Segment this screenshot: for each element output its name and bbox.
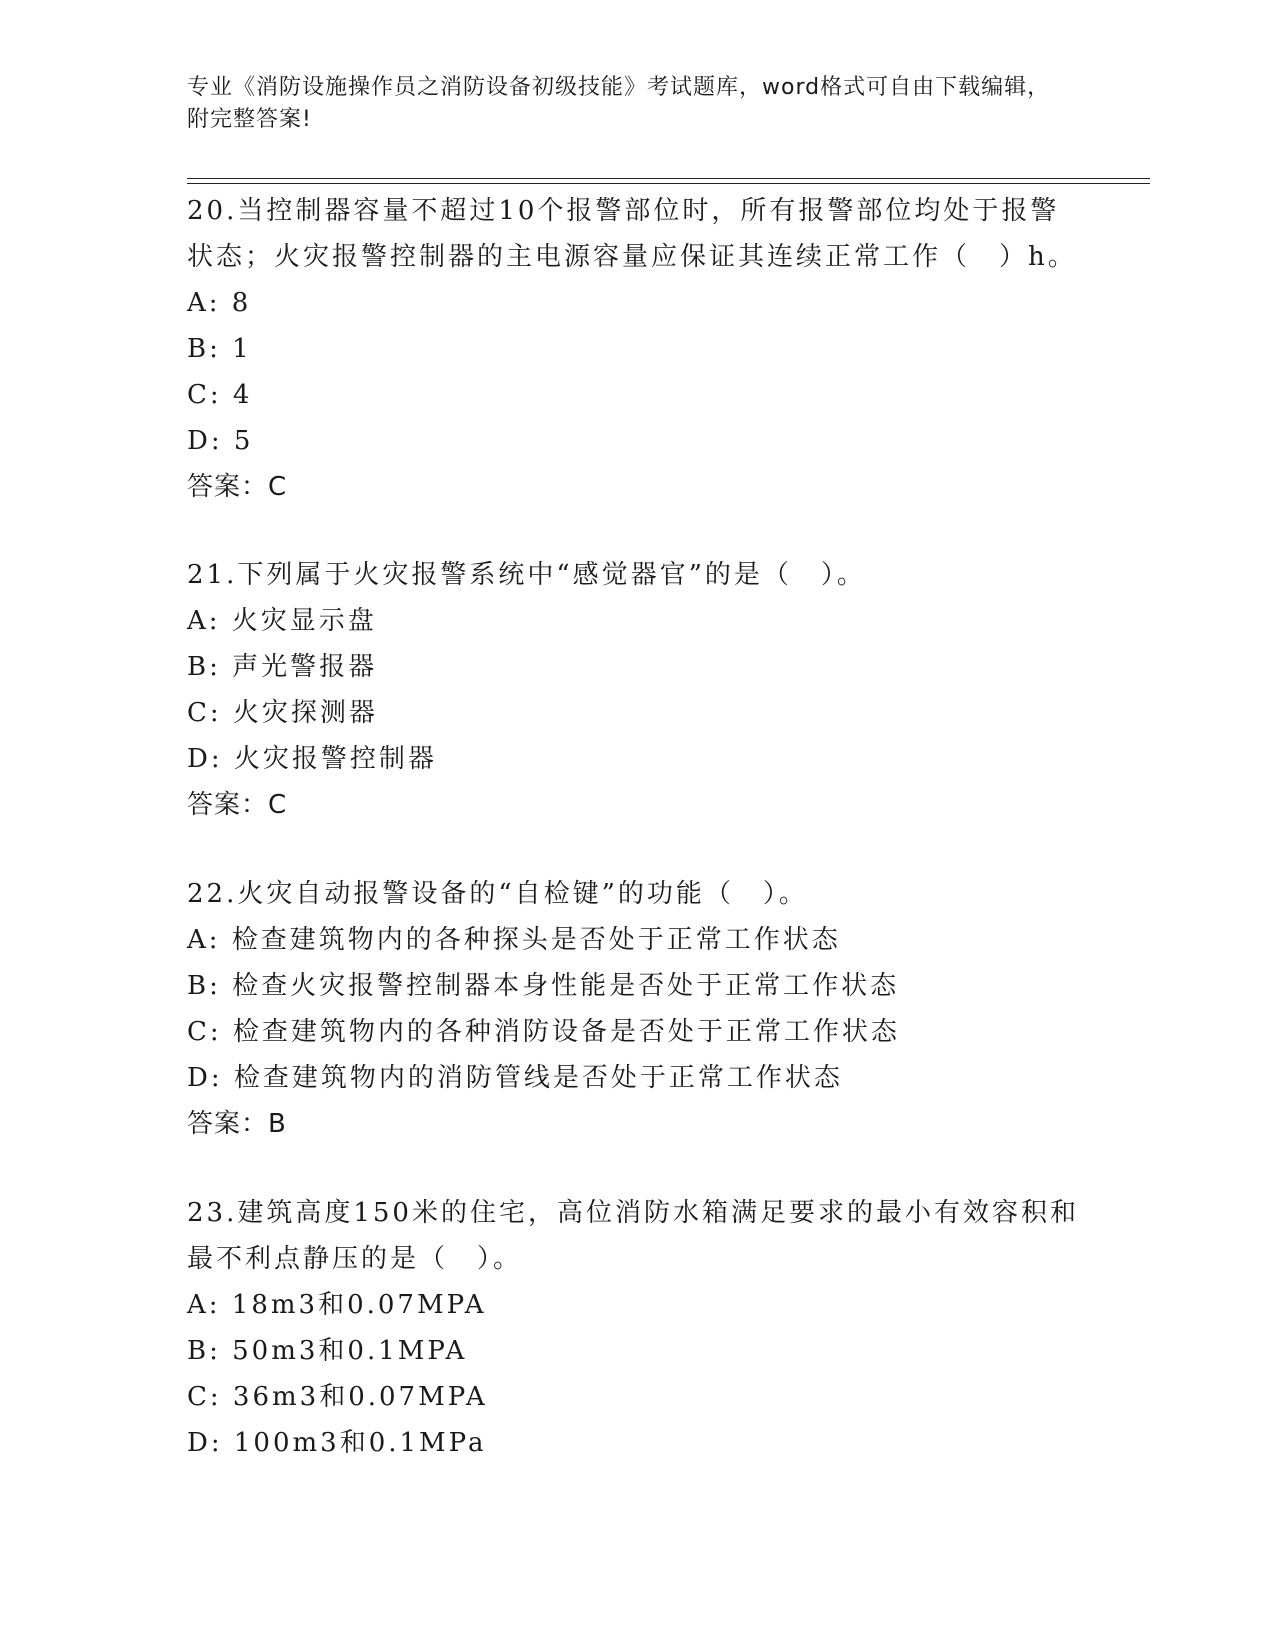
option-c: C: 36m3和0.07MPA	[187, 1382, 488, 1412]
question-stem: 23.建筑高度150米的住宅，高位消防水箱满足要求的最小有效容积和最不利点静压的是（ ）。	[187, 1198, 1079, 1274]
option-d: D: 检查建筑物内的消防管线是否处于正常工作状态	[187, 1063, 843, 1093]
question-20	[187, 188, 1087, 510]
option-d: D: 100m3和0.1MPa	[187, 1428, 487, 1458]
option-c: C: 4	[187, 380, 253, 410]
option-d: D: 火灾报警控制器	[187, 744, 437, 774]
option-a: A: 8	[187, 288, 252, 318]
question-22	[187, 871, 1087, 1147]
option-a: A: 火灾显示盘	[187, 606, 377, 636]
option-b: B: 声光警报器	[187, 652, 378, 682]
option-b: B: 50m3和0.1MPA	[187, 1336, 468, 1366]
question-stem: 21.下列属于火灾报警系统中“感觉器官”的是（ ）。	[187, 560, 866, 590]
option-c: C: 检查建筑物内的各种消防设备是否处于正常工作状态	[187, 1017, 900, 1047]
answer: 答案：C	[187, 472, 288, 502]
option-a: A: 检查建筑物内的各种探头是否处于正常工作状态	[187, 925, 841, 955]
question-21	[187, 552, 1087, 828]
header-divider-top	[187, 178, 1150, 179]
option-d: D: 5	[187, 426, 254, 456]
option-b: B: 1	[187, 334, 252, 364]
option-c: C: 火灾探测器	[187, 698, 378, 728]
header-divider-bottom	[187, 183, 1150, 184]
answer: 答案：C	[187, 790, 288, 820]
question-23	[187, 1190, 1087, 1466]
document-header: 专业《消防设施操作员之消防设备初级技能》考试题库，word格式可自由下载编辑，附完整答案!	[187, 75, 1051, 132]
answer: 答案：B	[187, 1109, 287, 1139]
option-a: A: 18m3和0.07MPA	[187, 1290, 487, 1320]
question-stem: 20.当控制器容量不超过10个报警部位时，所有报警部位均处于报警状态；火灾报警控制器的主电源容量应保证其连续正常工作（ ）h。	[187, 196, 1077, 272]
option-b: B: 检查火灾报警控制器本身性能是否处于正常工作状态	[187, 971, 900, 1001]
question-stem: 22.火灾自动报警设备的“自检键”的功能（ ）。	[187, 879, 808, 909]
